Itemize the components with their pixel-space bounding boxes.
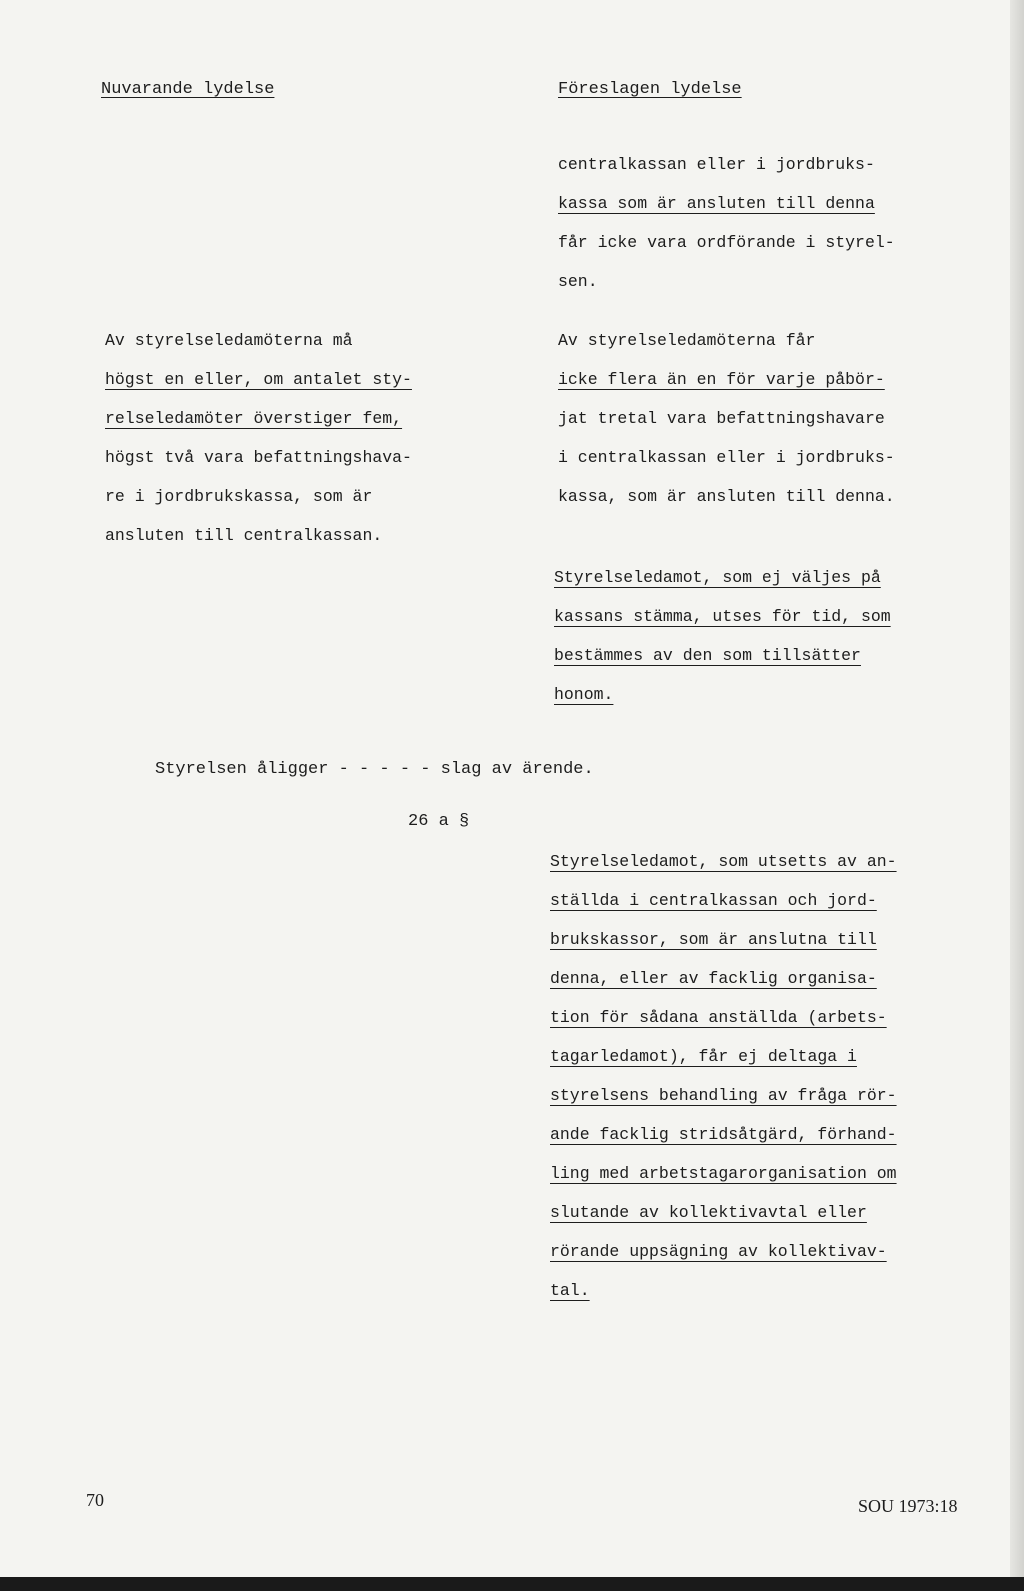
text-line: ställda i centralkassan och jord-: [550, 891, 877, 910]
text-line: relseledamöter överstiger fem,: [105, 409, 403, 428]
current-paragraph-board-members: [105, 321, 412, 555]
text-line: jat tretal vara befattningshavare: [558, 409, 885, 428]
text-line: kassans stämma, utses för tid, som: [554, 607, 891, 626]
text-line: högst två vara befattningshava-: [105, 448, 412, 467]
text-line: i centralkassan eller i jordbruks-: [558, 448, 895, 467]
text-line: sen.: [558, 272, 598, 291]
shared-text-line: Styrelsen åligger - - - - - slag av ärende.: [155, 760, 594, 779]
text-line: ande facklig stridsåtgärd, förhand-: [550, 1125, 897, 1144]
text-line: rörande uppsägning av kollektivav-: [550, 1242, 887, 1261]
text-line: tal.: [550, 1281, 590, 1300]
text-line: icke flera än en för varje påbör-: [558, 370, 885, 389]
report-reference: SOU 1973:18: [858, 1496, 958, 1516]
text-line: får icke vara ordförande i styrel-: [558, 233, 895, 252]
text-line: Av styrelseledamöterna må: [105, 331, 353, 350]
text-line: brukskassor, som är anslutna till: [550, 930, 877, 949]
page-edge: [1010, 0, 1024, 1591]
heading-proposed-wording: Föreslagen lydelse: [558, 80, 742, 99]
text-line: högst en eller, om antalet sty-: [105, 370, 412, 389]
text-line: tion för sådana anställda (arbets-: [550, 1008, 887, 1027]
proposed-paragraph-appointed-member: [554, 558, 891, 714]
text-line: Av styrelseledamöterna får: [558, 331, 816, 350]
section-heading: 26 a §: [408, 812, 470, 831]
proposed-paragraph-chair: [558, 145, 895, 301]
text-line: kassa, som är ansluten till denna.: [558, 487, 895, 506]
text-line: slutande av kollektivavtal eller: [550, 1203, 867, 1222]
text-line: Styrelseledamot, som ej väljes på: [554, 568, 881, 587]
text-line: centralkassan eller i jordbruks-: [558, 155, 875, 174]
page-number: 70: [86, 1490, 104, 1510]
text-line: tagarledamot), får ej deltaga i: [550, 1047, 857, 1066]
text-line: ansluten till centralkassan.: [105, 526, 383, 545]
proposed-paragraph-employee-member: [550, 842, 897, 1310]
heading-current-wording: Nuvarande lydelse: [101, 80, 275, 99]
text-line: honom.: [554, 685, 614, 704]
text-line: re i jordbrukskassa, som är: [105, 487, 373, 506]
proposed-paragraph-board-members: [558, 321, 895, 516]
text-line: bestämmes av den som tillsätter: [554, 646, 861, 665]
text-line: ling med arbetstagarorganisation om: [550, 1164, 897, 1183]
page-bottom-edge: [0, 1577, 1024, 1591]
text-line: kassa som är ansluten till denna: [558, 194, 875, 213]
text-line: denna, eller av facklig organisa-: [550, 969, 877, 988]
text-line: styrelsens behandling av fråga rör-: [550, 1086, 897, 1105]
text-line: Styrelseledamot, som utsetts av an-: [550, 852, 897, 871]
